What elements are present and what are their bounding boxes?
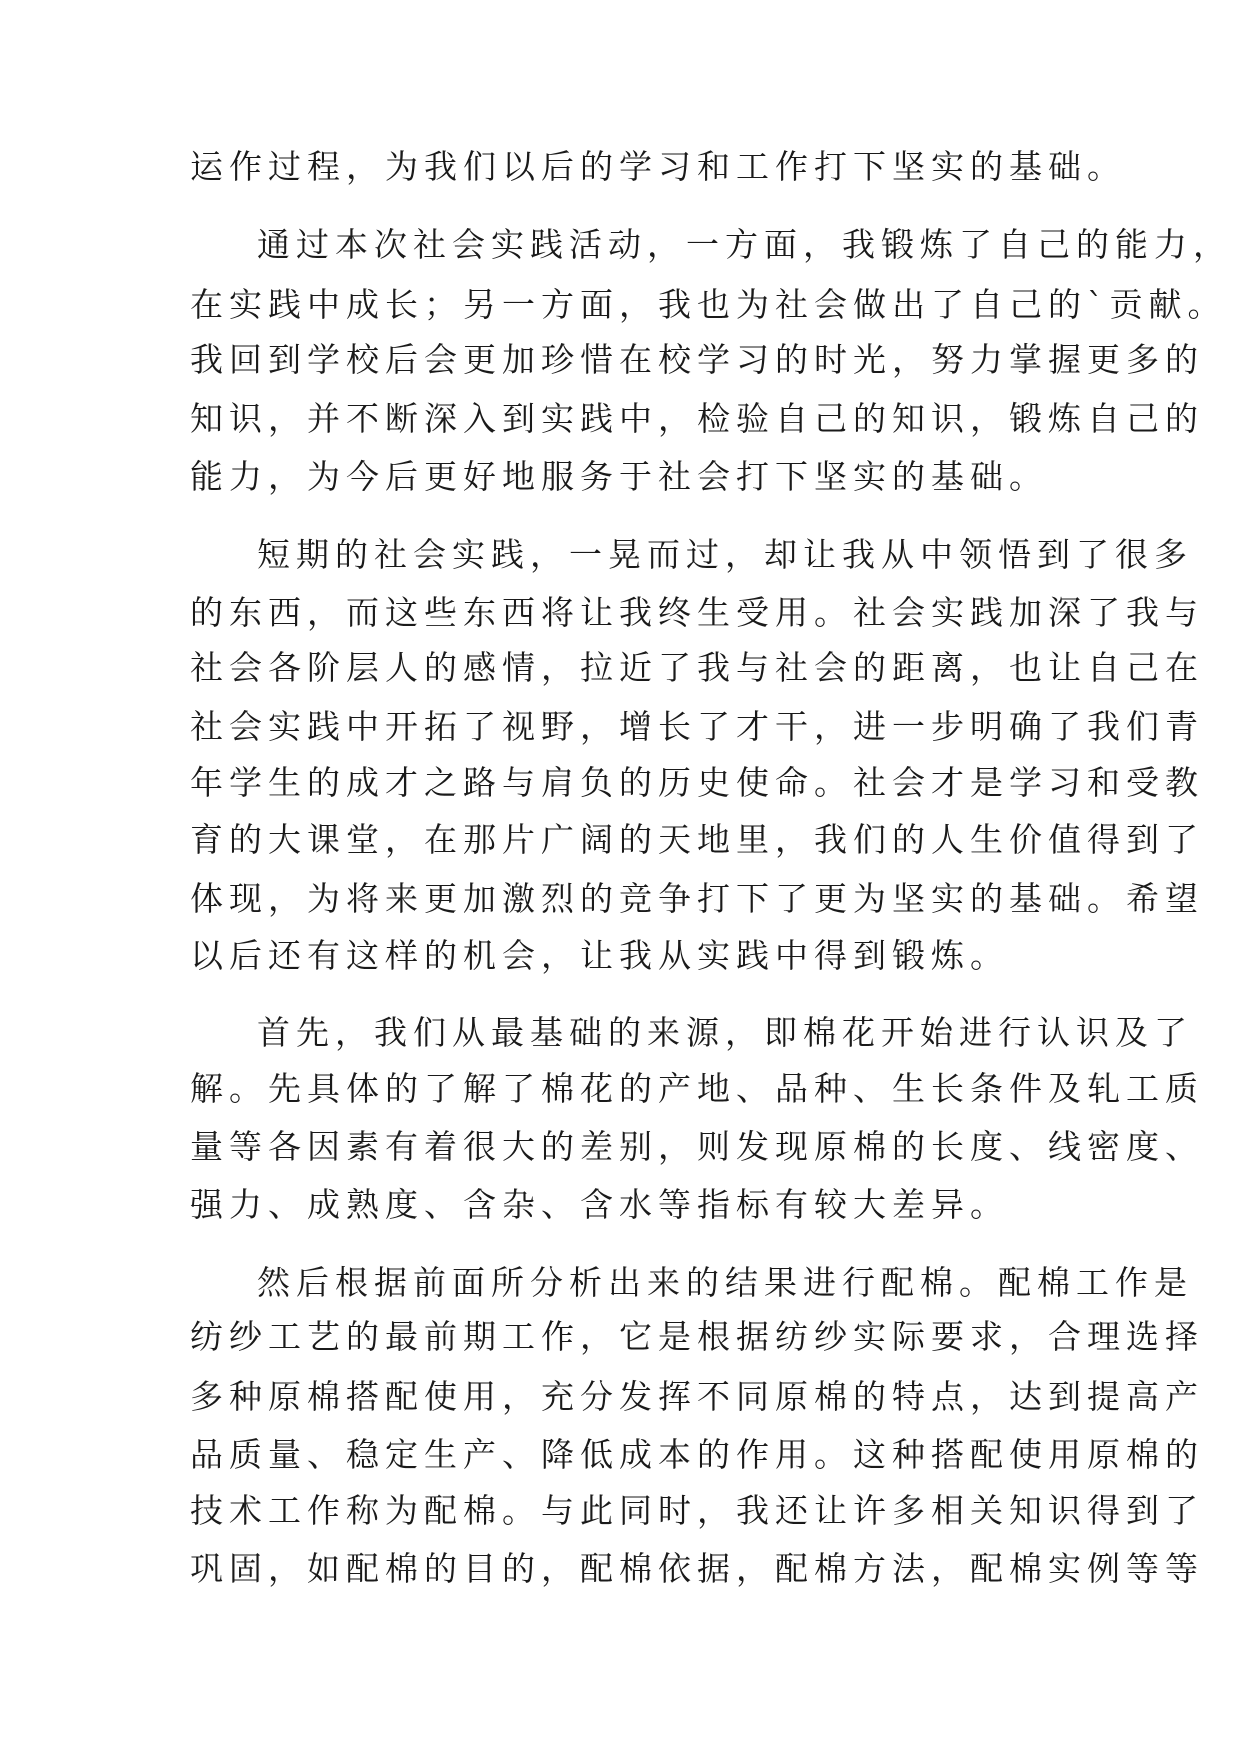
text-line: 知识，并不断深入到实践中，检验自己的知识，锻炼自己的 bbox=[190, 399, 1204, 438]
paragraph-first-line: 然后根据前面所分析出来的结果进行配棉。配棉工作是 bbox=[257, 1263, 1193, 1302]
text-line: 社会各阶层人的感情，拉近了我与社会的距离，也让自己在 bbox=[190, 648, 1204, 687]
text-line: 社会实践中开拓了视野，增长了才干，进一步明确了我们青 bbox=[190, 707, 1204, 746]
text-line: 多种原棉搭配使用，充分发挥不同原棉的特点，达到提高产 bbox=[190, 1377, 1204, 1416]
text-line: 强力、成熟度、含杂、含水等指标有较大差异。 bbox=[190, 1185, 1009, 1224]
text-line: 品质量、稳定生产、降低成本的作用。这种搭配使用原棉的 bbox=[190, 1435, 1204, 1474]
text-line: 我回到学校后会更加珍惜在校学习的时光，努力掌握更多的 bbox=[190, 340, 1204, 379]
text-line: 育的大课堂，在那片广阔的天地里，我们的人生价值得到了 bbox=[190, 820, 1204, 859]
text-line: 技术工作称为配棉。与此同时，我还让许多相关知识得到了 bbox=[190, 1491, 1204, 1530]
text-line: 的东西，而这些东西将让我终生受用。社会实践加深了我与 bbox=[190, 593, 1204, 632]
text-line: 在实践中成长；另一方面，我也为社会做出了自己的`贡献。 bbox=[190, 285, 1227, 324]
paragraph-first-line: 首先，我们从最基础的来源，即棉花开始进行认识及了 bbox=[257, 1013, 1193, 1052]
paragraph-first-line: 短期的社会实践，一晃而过，却让我从中领悟到了很多 bbox=[257, 535, 1193, 574]
text-line: 年学生的成才之路与肩负的历史使命。社会才是学习和受教 bbox=[190, 763, 1204, 802]
text-line: 解。先具体的了解了棉花的产地、品种、生长条件及轧工质 bbox=[190, 1069, 1204, 1108]
text-line: 体现，为将来更加激烈的竞争打下了更为坚实的基础。希望 bbox=[190, 879, 1204, 918]
text-line: 以后还有这样的机会，让我从实践中得到锻炼。 bbox=[190, 936, 1009, 975]
text-line: 纺纱工艺的最前期工作，它是根据纺纱实际要求，合理选择 bbox=[190, 1317, 1204, 1356]
text-line: 巩固，如配棉的目的，配棉依据，配棉方法，配棉实例等等 bbox=[190, 1549, 1204, 1588]
text-line: 能力，为今后更好地服务于社会打下坚实的基础。 bbox=[190, 457, 1048, 496]
text-line: 量等各因素有着很大的差别，则发现原棉的长度、线密度、 bbox=[190, 1127, 1204, 1166]
text-line: 运作过程，为我们以后的学习和工作打下坚实的基础。 bbox=[190, 147, 1126, 186]
paragraph-first-line: 通过本次社会实践活动，一方面，我锻炼了自己的能力， bbox=[257, 225, 1232, 264]
